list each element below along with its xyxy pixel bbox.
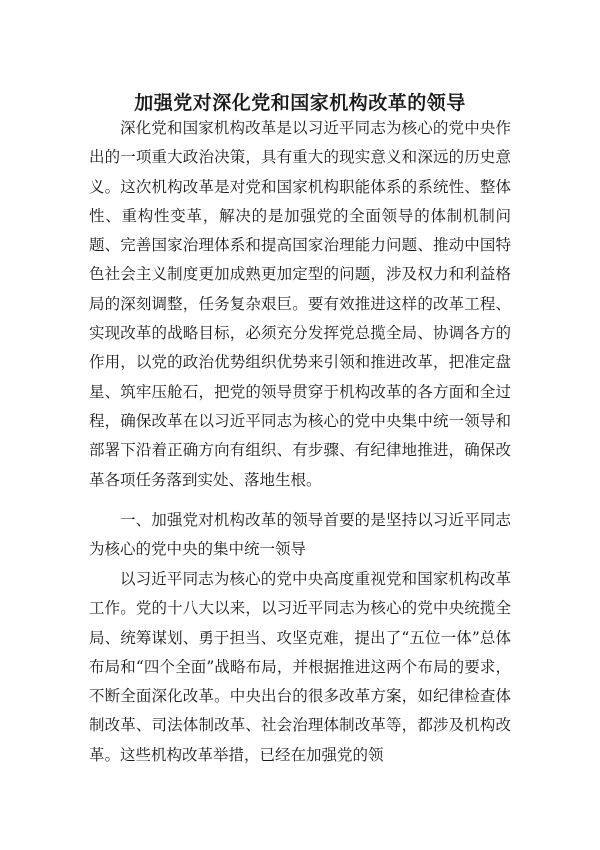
intro-paragraph: 深化党和国家机构改革是以习近平同志为核心的党中央作出的一项重大政治决策，具有重大的现实意义和深远的历史意义。这次机构改革是对党和国家机构职能体系的系统性、整体性、重构性变革，解决的是加强党的全面领导的体制机制问题、完善国家治理体系和提高国家治理能力问题、推动中国特色社会主义制度更加成熟更加定型的问题，涉及权力和利益格局的深刻调整，任务复杂艰巨。要有效推进这样的改革工程、实现改革的战略目标，必须充分发挥党总揽全局、协调各方的作用，以党的政治优势组织优势来引领和推进改革，把准定盘星、筑牢压舱石，把党的领导贯穿于机构改革的各方面和全过程，确保改革在以习近平同志为核心的党中央集中统一领导和部署下沿着正确方向有组织、有步骤、有纪律地推进，确保改革各项任务落到实处、落地生根。 — [89, 119, 511, 489]
document-title: 加强党对深化党和国家机构改革的领导 — [134, 92, 466, 114]
section-paragraph: 以习近平同志为核心的党中央高度重视党和国家机构改革工作。党的十八大以来，以习近平同志为核心的党中央统揽全局、统筹谋划、勇于担当、攻坚克难，提出了“五位一体”总体布局和“四个全面”战略布局，并根据推进这两个布局的要求，不断全面深化改革。中央出台的很多改革方案，如纪律检查体制改革、司法体制改革、社会治理体制改革等，都涉及机构改革。这些机构改革举措，已经在加强党的领 — [89, 570, 511, 764]
section-heading: 一、加强党对机构改革的领导首要的是坚持以习近平同志为核心的党中央的集中统一领导 — [89, 511, 511, 559]
